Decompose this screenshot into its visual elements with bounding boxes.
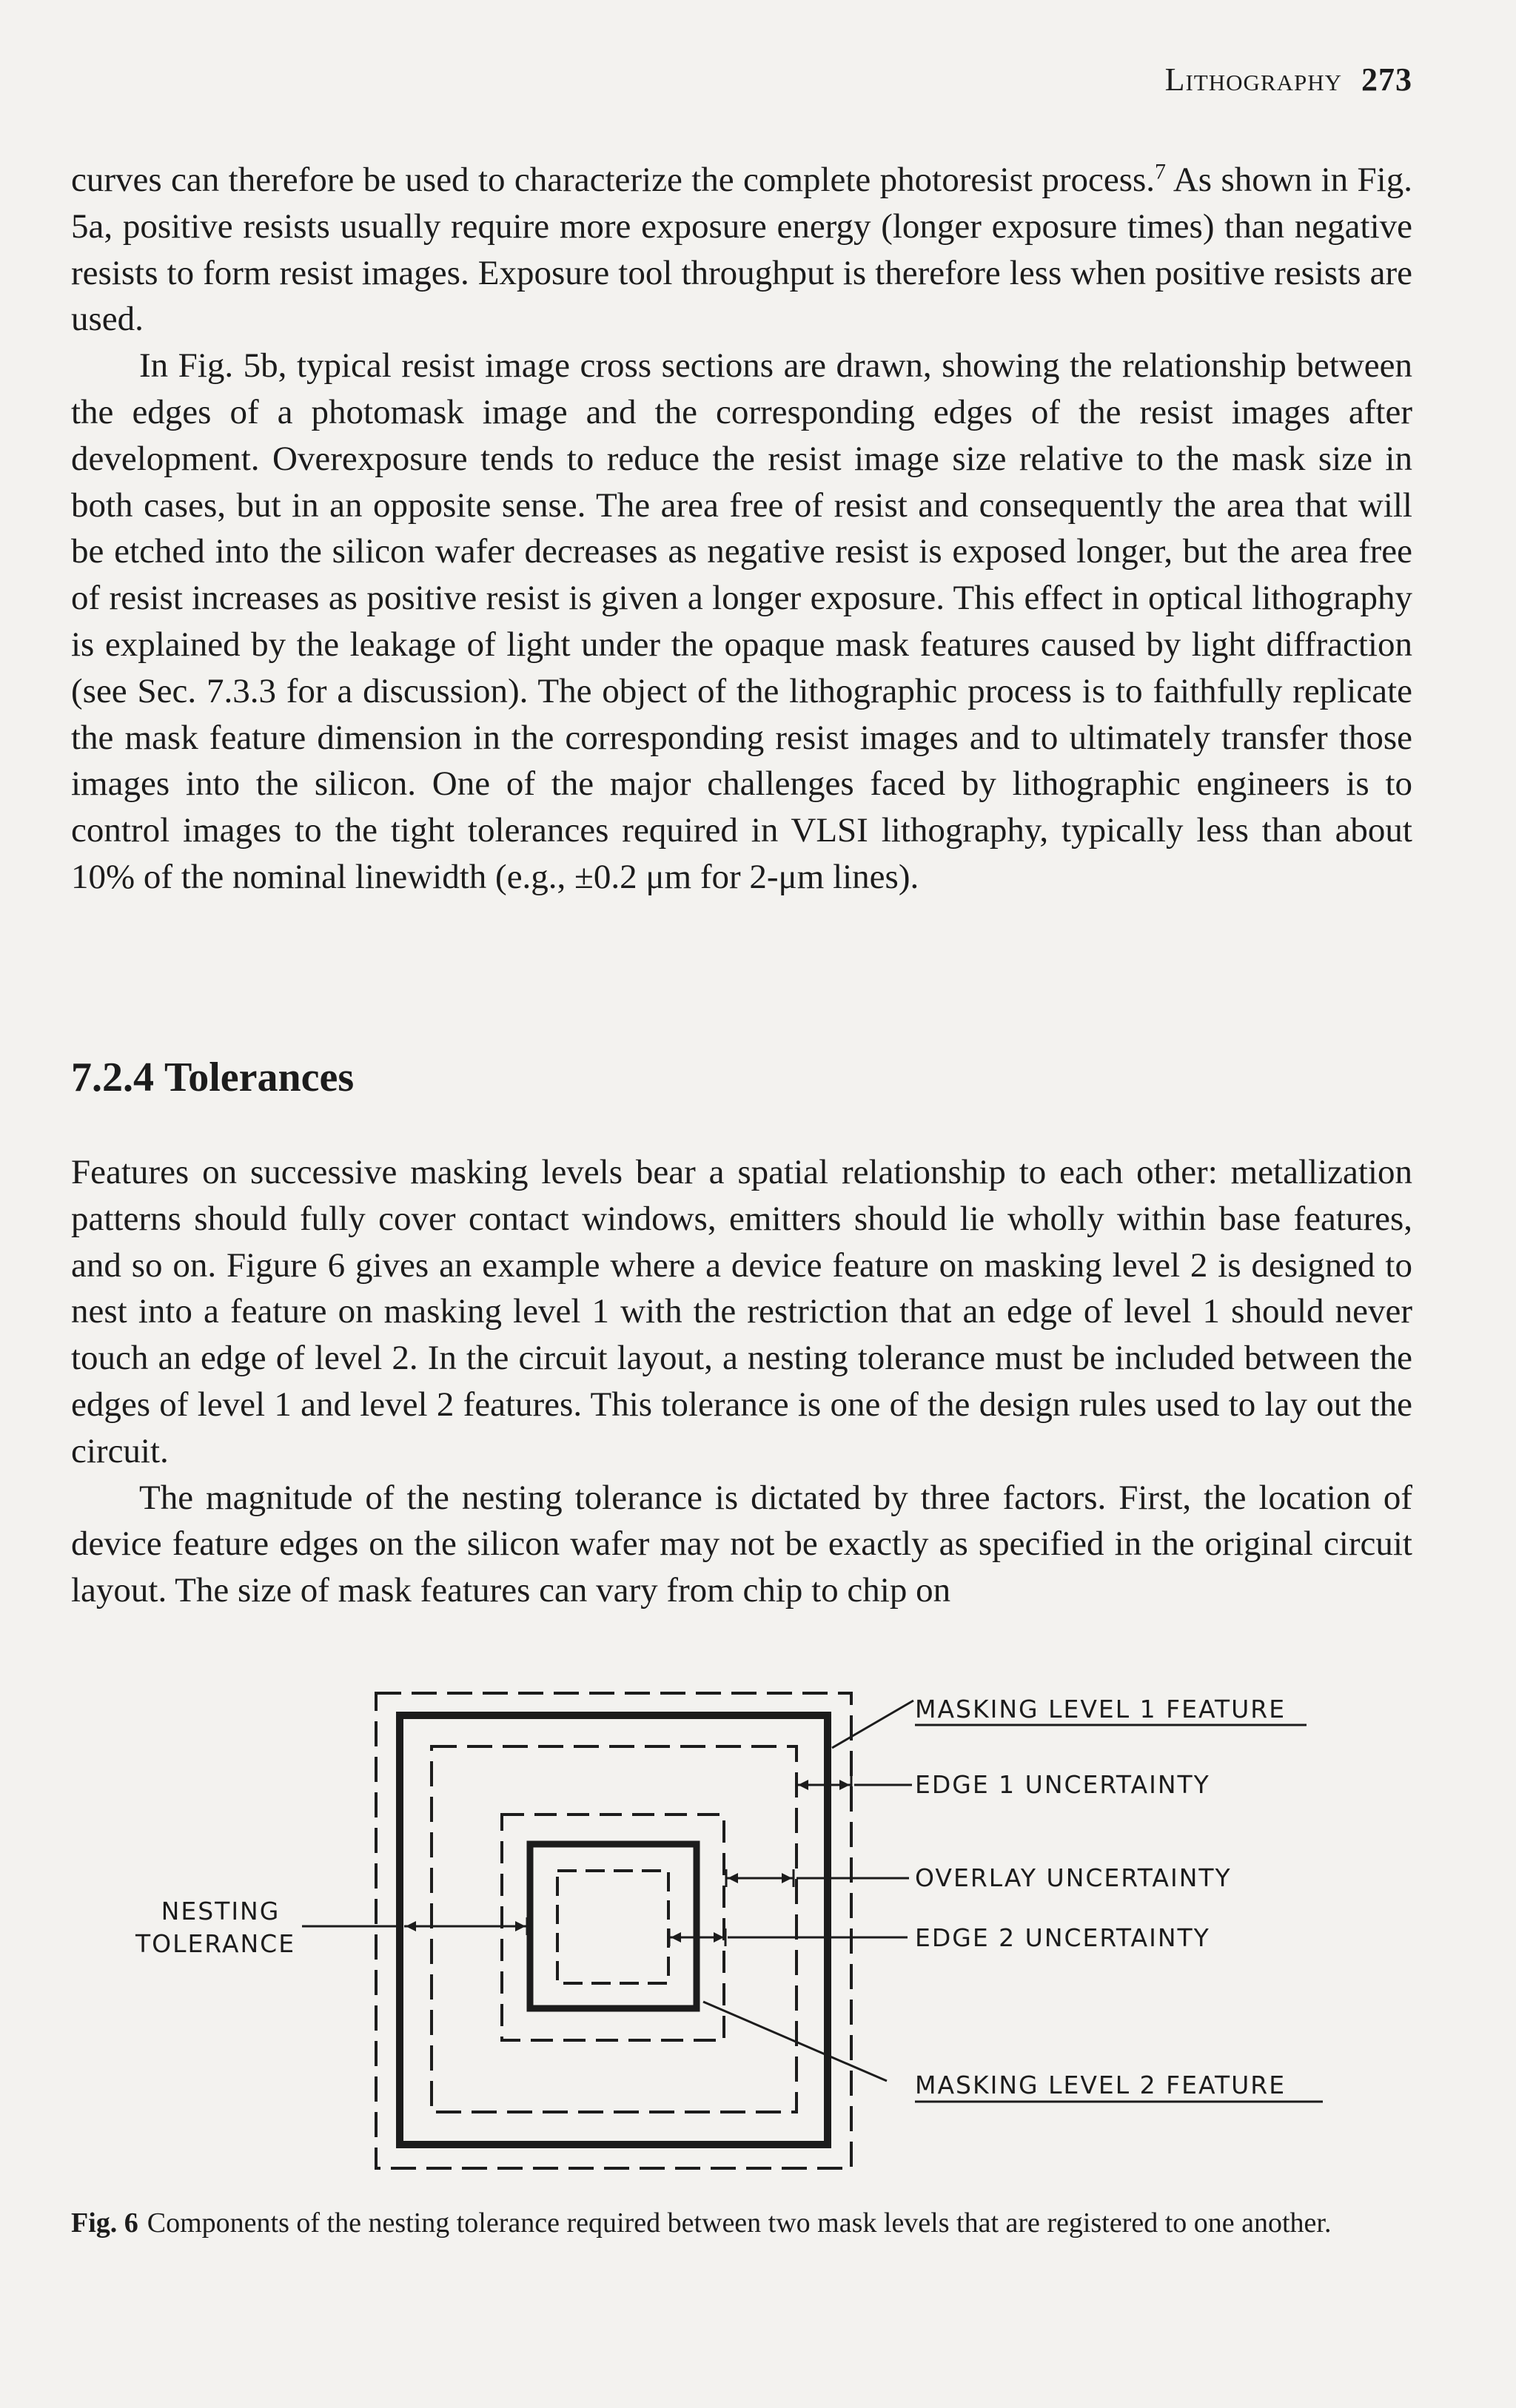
body-text-top [71,157,1412,901]
paragraph: In Fig. 5b, typical resist image cross sections are drawn, showing the relationship between the edges of a photomask image and the corresponding edges of the resist images after development. Overexposure tends to reduce the resist image size relative to the mask size in both cases, but in an opposite sense. The area free of resist and consequently the area that will be etched into the silicon wafer decreases as negative resist is exposed longer, but the area free of resist increases as positive resist is given a longer exposure. This effect in optical lithography is explained by the leakage of light under the opaque mask features caused by light diffraction (see Sec. 7.3.3 for a discussion). The object of the lithographic process is to faithfully replicate the mask feature dimension in the corresponding resist images and to ultimately transfer those images into the silicon. One of the major challenges faced by lithographic engineers is to control images to the tight tolerances required in VLSI lithography, typically less than about 10% of the nominal linewidth (e.g., ±0.2 μm for 2-μm lines). [71,346,1412,896]
label-masking-level-1: MASKING LEVEL 1 FEATURE [915,1695,1287,1723]
section-title: Tolerances [164,1055,355,1100]
section-heading [71,1054,354,1101]
page-number: 273 [1361,61,1412,98]
paragraph: curves can therefore be used to characterize the complete photoresist process.$^7$ As shown in Fig. 5a, positive resists usually require more exposure energy (longer exposure times) than negative resists to form resist images. Exposure tool throughput is therefore less when positive resists are used. [71,159,1412,339]
figure-6-diagram [0,1628,1516,2190]
running-head [1165,61,1412,98]
masking-level-1-feature [400,1715,828,2145]
footnote-ref: 7 [1155,159,1167,184]
section-number: 7.2.4 [71,1055,154,1100]
body-text-section [71,1149,1412,1614]
label-edge-1: EDGE 1 UNCERTAINTY [915,1770,1210,1799]
leader-masking-level-1 [832,1701,913,1748]
paragraph: The magnitude of the nesting tolerance is dictated by three factors. First, the location of device feature edges on the silicon wafer may not be exactly as specified in the original circuit layout. The size of mask features can vary from chip to chip on [71,1478,1412,1610]
paragraph: Features on successive masking levels bear a spatial relationship to each other: metallization patterns should fully cover contact windows, emitters should lie wholly within base features, and so on. Figure 6 gives an example where a device feature on masking level 2 is designed to nest into a feature on masking level 1 with the restriction that an edge of level 1 should never touch an edge of level 2. In the circuit layout, a nesting tolerance must be included between the edges of level 1 and level 2 features. This tolerance is one of the design rules used to lay out the circuit. [71,1153,1412,1470]
label-overlay: OVERLAY UNCERTAINTY [915,1863,1232,1892]
running-head-title: Lithography [1164,61,1342,98]
figure-caption [71,2205,1412,2241]
caption-label: Fig. 6 [71,2207,138,2239]
caption-text: Components of the nesting tolerance required between two mask levels that are registered to one another. [147,2207,1332,2239]
label-masking-level-2: MASKING LEVEL 2 FEATURE [915,2071,1287,2099]
label-nesting-line1: NESTING [161,1897,281,1926]
level1-inner-uncertainty-boundary [432,1746,796,2112]
label-nesting-line2: TOLERANCE [135,1929,296,1958]
level1-outer-uncertainty-boundary [376,1693,851,2168]
label-edge-2: EDGE 2 UNCERTAINTY [915,1923,1210,1952]
level2-inner-uncertainty-boundary [557,1871,668,1983]
masking-level-2-feature [530,1844,697,2008]
